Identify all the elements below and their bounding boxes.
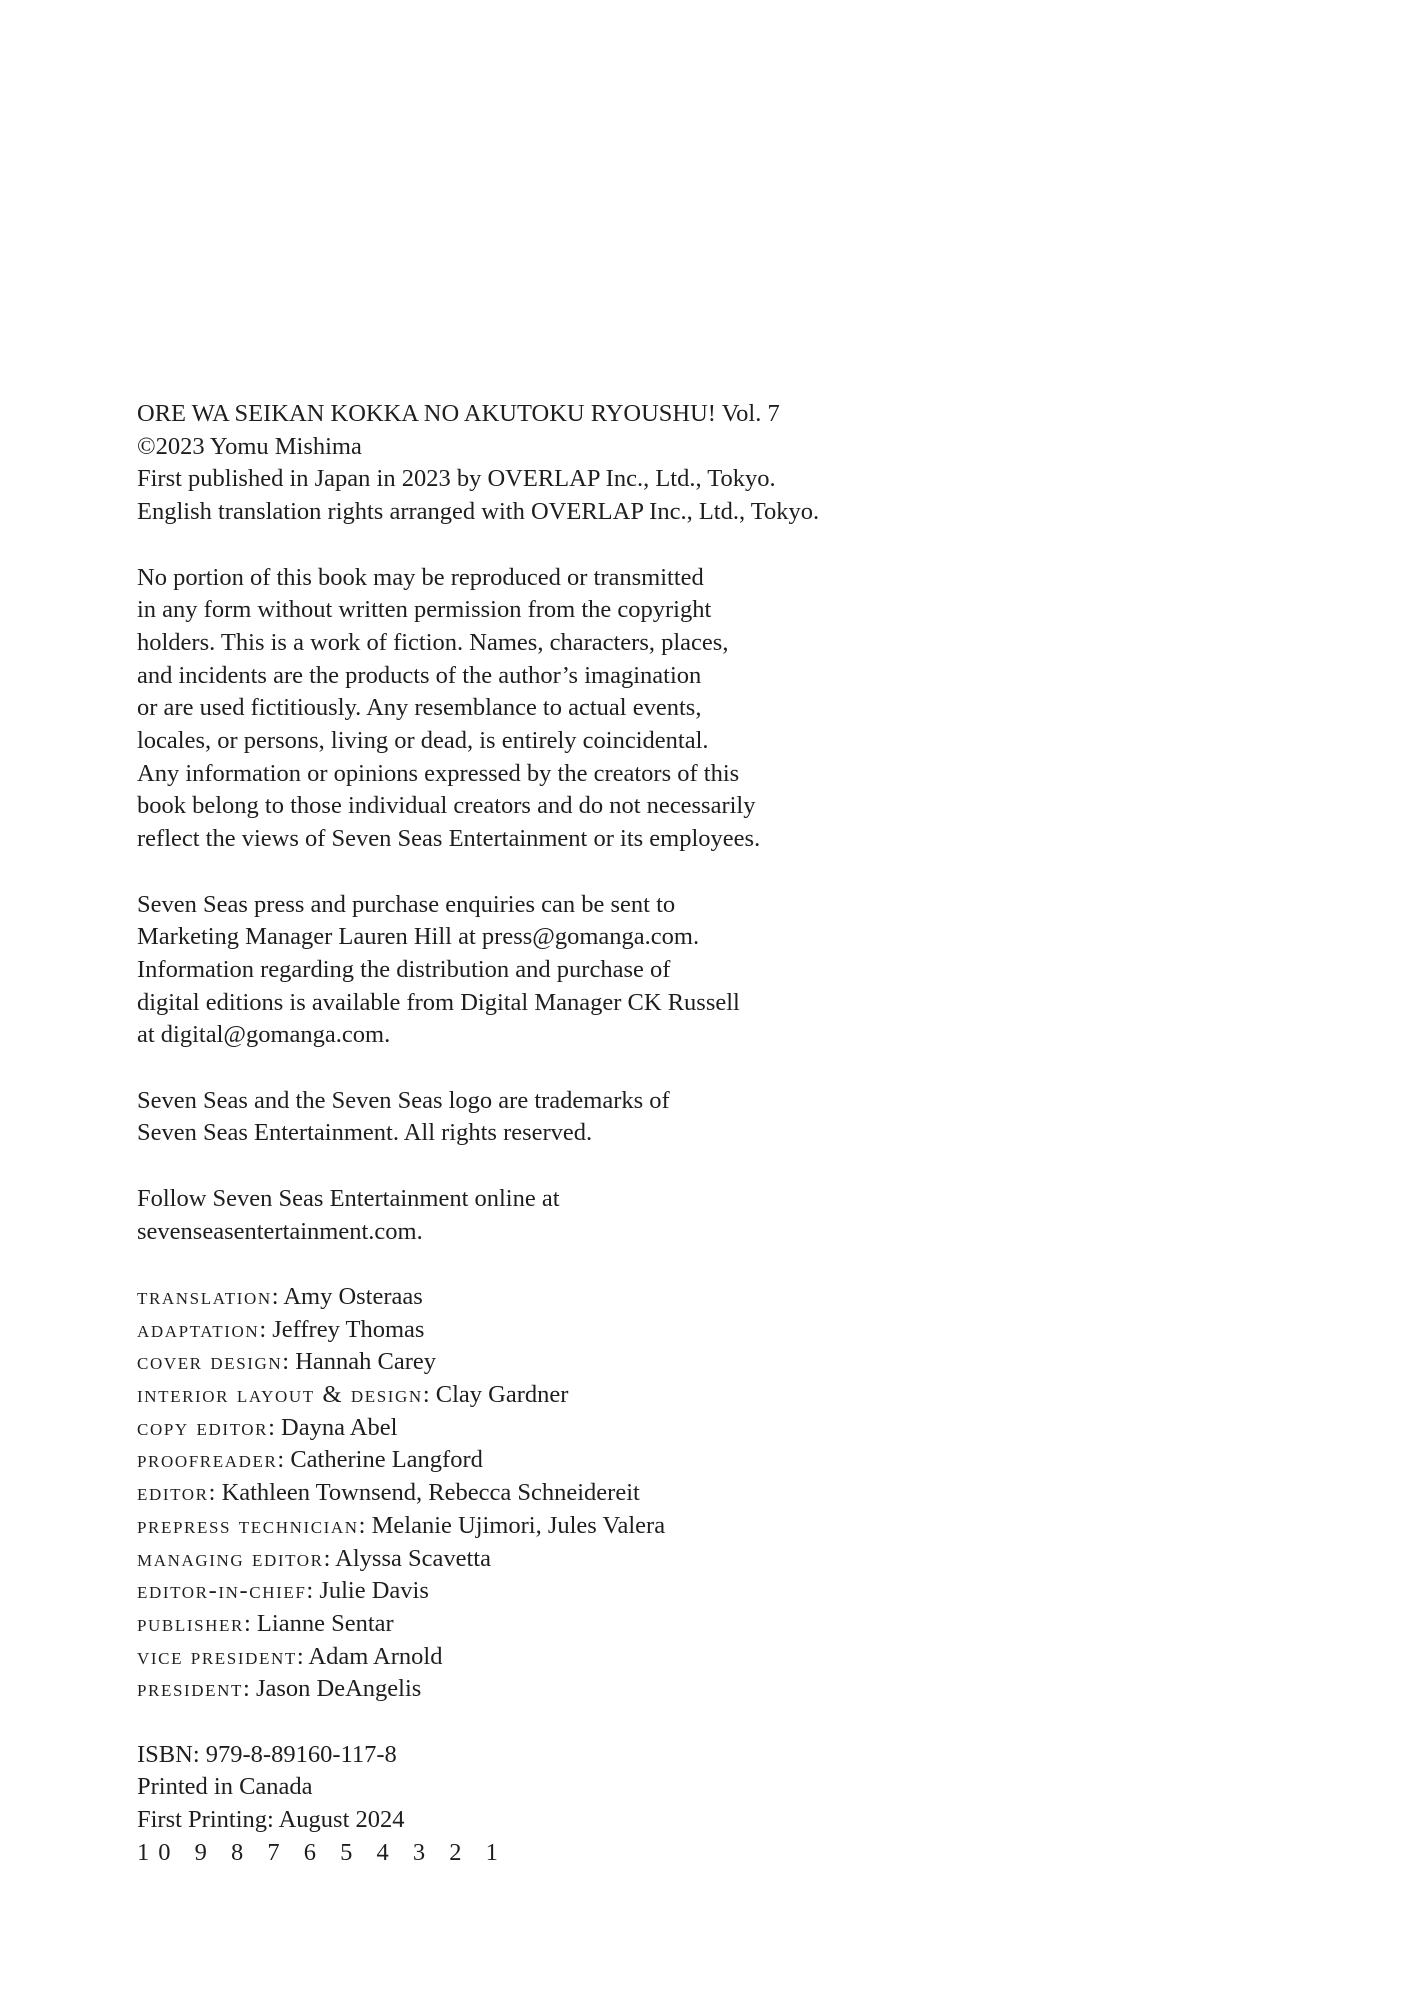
- disclaimer-line: holders. This is a work of fiction. Names, characters, places,: [137, 628, 729, 656]
- translation-rights-line: English translation rights arranged with OVERLAP Inc., Ltd., Tokyo.: [137, 498, 820, 526]
- follow-website-line: sevenseasentertainment.com.: [137, 1217, 423, 1245]
- credit-role: prepress technician: [137, 1511, 359, 1539]
- enquiries-line: digital editions is available from Digital Manager CK Russell: [137, 988, 740, 1016]
- credit-line: prepress technician: Melanie Ujimori, Jules Valera: [137, 1511, 666, 1539]
- disclaimer-line: Any information or opinions expressed by the creators of this: [137, 759, 740, 787]
- copyright-page: [137, 398, 1287, 1870]
- enquiries-line: Marketing Manager Lauren Hill at press@gomanga.com.: [137, 923, 700, 951]
- credit-name: Jason DeAngelis: [255, 1675, 422, 1703]
- credit-name: Alyssa Scavetta: [335, 1544, 491, 1572]
- credit-role: proofreader: [137, 1446, 278, 1474]
- copyright-block: [137, 398, 1287, 529]
- copyright-holder-line: ©2023 Yomu Mishima: [137, 432, 362, 460]
- disclaimer-line: No portion of this book may be reproduced or transmitted: [137, 563, 704, 591]
- trademark-line: Seven Seas Entertainment. All rights reserved.: [137, 1119, 593, 1147]
- credit-name: Dayna Abel: [281, 1413, 398, 1441]
- credit-line: editor-in-chief: Julie Davis: [137, 1577, 429, 1605]
- credit-role: managing editor: [137, 1544, 324, 1572]
- first-published-line: First published in Japan in 2023 by OVERLAP Inc., Ltd., Tokyo.: [137, 465, 776, 493]
- credit-name: Melanie Ujimori, Jules Valera: [371, 1511, 666, 1539]
- enquiries-line: Information regarding the distribution and purchase of: [137, 955, 671, 983]
- credit-role: president: [137, 1675, 244, 1703]
- credit-role: copy editor: [137, 1413, 269, 1441]
- enquiries-line: at digital@gomanga.com.: [137, 1021, 391, 1049]
- credit-line: editor: Kathleen Townsend, Rebecca Schneidereit: [137, 1479, 640, 1507]
- credit-name: Jeffrey Thomas: [272, 1315, 425, 1343]
- credit-line: vice president: Adam Arnold: [137, 1642, 443, 1670]
- disclaimer-line: in any form without written permission from the copyright: [137, 596, 712, 624]
- credit-name: Clay Gardner: [435, 1381, 569, 1409]
- credit-line: president: Jason DeAngelis: [137, 1675, 422, 1703]
- credit-name: Adam Arnold: [308, 1642, 443, 1670]
- credit-role: publisher: [137, 1609, 244, 1637]
- disclaimer-line: book belong to those individual creators and do not necessarily: [137, 792, 756, 820]
- credit-name: Kathleen Townsend, Rebecca Schneidereit: [221, 1479, 640, 1507]
- follow-line: Follow Seven Seas Entertainment online at: [137, 1184, 560, 1212]
- credit-role: vice president: [137, 1642, 297, 1670]
- disclaimer-line: and incidents are the products of the author’s imagination: [137, 661, 702, 689]
- enquiries-block: [137, 889, 1287, 1053]
- disclaimer-block: [137, 562, 1287, 856]
- disclaimer-line: locales, or persons, living or dead, is entirely coincidental.: [137, 727, 709, 755]
- credit-line: proofreader: Catherine Langford: [137, 1446, 483, 1474]
- credit-name: Lianne Sentar: [256, 1609, 394, 1637]
- trademark-block: [137, 1085, 1287, 1150]
- credit-line: managing editor: Alyssa Scavetta: [137, 1544, 491, 1572]
- credit-role: editor: [137, 1479, 209, 1507]
- credit-name: Julie Davis: [319, 1577, 429, 1605]
- credit-name: Amy Osteraas: [283, 1282, 423, 1310]
- publication-block: [137, 1739, 1287, 1870]
- credit-role: interior layout & design: [137, 1381, 423, 1409]
- credit-line: translation: Amy Osteraas: [137, 1282, 423, 1310]
- credit-role: adaptation: [137, 1315, 260, 1343]
- print-number-line: 10 9 8 7 6 5 4 3 2 1: [137, 1838, 507, 1866]
- credit-line: interior layout & design: Clay Gardner: [137, 1381, 569, 1409]
- printed-in-line: Printed in Canada: [137, 1773, 313, 1801]
- isbn-line: ISBN: 979-8-89160-117-8: [137, 1740, 397, 1768]
- credit-role: editor-in-chief: [137, 1577, 307, 1605]
- first-printing-line: First Printing: August 2024: [137, 1806, 405, 1834]
- credit-role: cover design: [137, 1348, 283, 1376]
- credit-line: publisher: Lianne Sentar: [137, 1609, 394, 1637]
- follow-block: [137, 1183, 1287, 1248]
- credit-line: copy editor: Dayna Abel: [137, 1413, 398, 1441]
- disclaimer-line: or are used fictitiously. Any resemblance to actual events,: [137, 694, 702, 722]
- enquiries-line: Seven Seas press and purchase enquiries can be sent to: [137, 890, 676, 918]
- credit-role: translation: [137, 1282, 272, 1310]
- credit-line: adaptation: Jeffrey Thomas: [137, 1315, 425, 1343]
- original-title-line: ORE WA SEIKAN KOKKA NO AKUTOKU RYOUSHU! Vol. 7: [137, 400, 780, 427]
- credit-name: Catherine Langford: [290, 1446, 483, 1474]
- credit-line: cover design: Hannah Carey: [137, 1348, 437, 1376]
- disclaimer-line: reflect the views of Seven Seas Entertainment or its employees.: [137, 825, 761, 853]
- credits-block: [137, 1281, 1287, 1706]
- credit-name: Hannah Carey: [295, 1348, 437, 1376]
- trademark-line: Seven Seas and the Seven Seas logo are trademarks of: [137, 1086, 670, 1114]
